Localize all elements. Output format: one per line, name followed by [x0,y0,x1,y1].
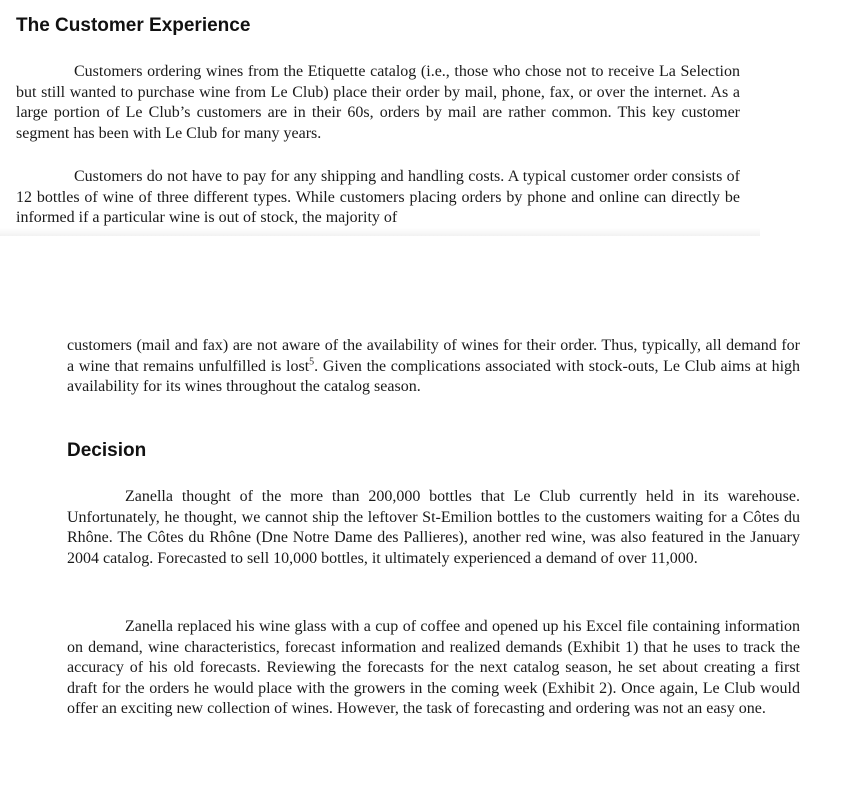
section-heading-decision: Decision [67,440,147,461]
section-heading-customer-experience: The Customer Experience [16,15,251,36]
paragraph-shipping: Customers do not have to pay for any shipping and handling costs. A typical customer order consists of 12 bottles of wine of three different types. While customers placing orders by phone and online can directly be informed if a particular wine is out of stock, the majority of [16,168,740,226]
paragraph-availability [67,336,800,398]
paragraph-warehouse: Zanella thought of the more than 200,000 bottles that Le Club currently held in its warehouse. Unfortunately, he thought, we cannot ship the leftover St-Emilion bottles to the customers waiting for a Côtes du Rhône. The Côtes du Rhône (Dne Notre Dame des Pallieres), another red wine, was also featured in the January 2004 catalog. Forecasted to sell 10,000 bottles, it ultimately experienced a demand of over 11,000. [67,488,800,567]
paragraph-forecasting: Zanella replaced his wine glass with a cup of coffee and opened up his Excel file containing information on demand, wine characteristics, forecast information and realized demands (Exhibit 1) that he uses to track the accuracy of his old forecasts. Reviewing the forecasts for the next catalog season, he set about creating a first draft for the orders he would place with the growers in the coming week (Exhibit 2). Once again, Le Club would offer an exciting new collection of wines. However, the task of forecasting and ordering was not an easy one. [67,618,800,717]
paragraph-availability-text-end: . Given the complications associated with stock-outs, Le Club aims at high availability for its wines throughout the catalog season. [67,357,801,395]
paragraph-ordering: Customers ordering wines from the Etiquette catalog (i.e., those who chose not to receive La Selection but still wanted to purchase wine from Le Club) place their order by mail, phone, fax, or over the internet. As a large portion of Le Club’s customers are in their 60s, orders by mail are rather common. This key customer segment has been with Le Club for many years. [16,63,740,142]
paragraph-availability-text: customers (mail and fax) are not aware of the availability of wines for their order. Thus, typically, all demand for a wine that remains unfulfilled is lost [67,337,800,375]
page-snippet-top [0,0,760,236]
footnote-marker: 5 [309,356,315,368]
